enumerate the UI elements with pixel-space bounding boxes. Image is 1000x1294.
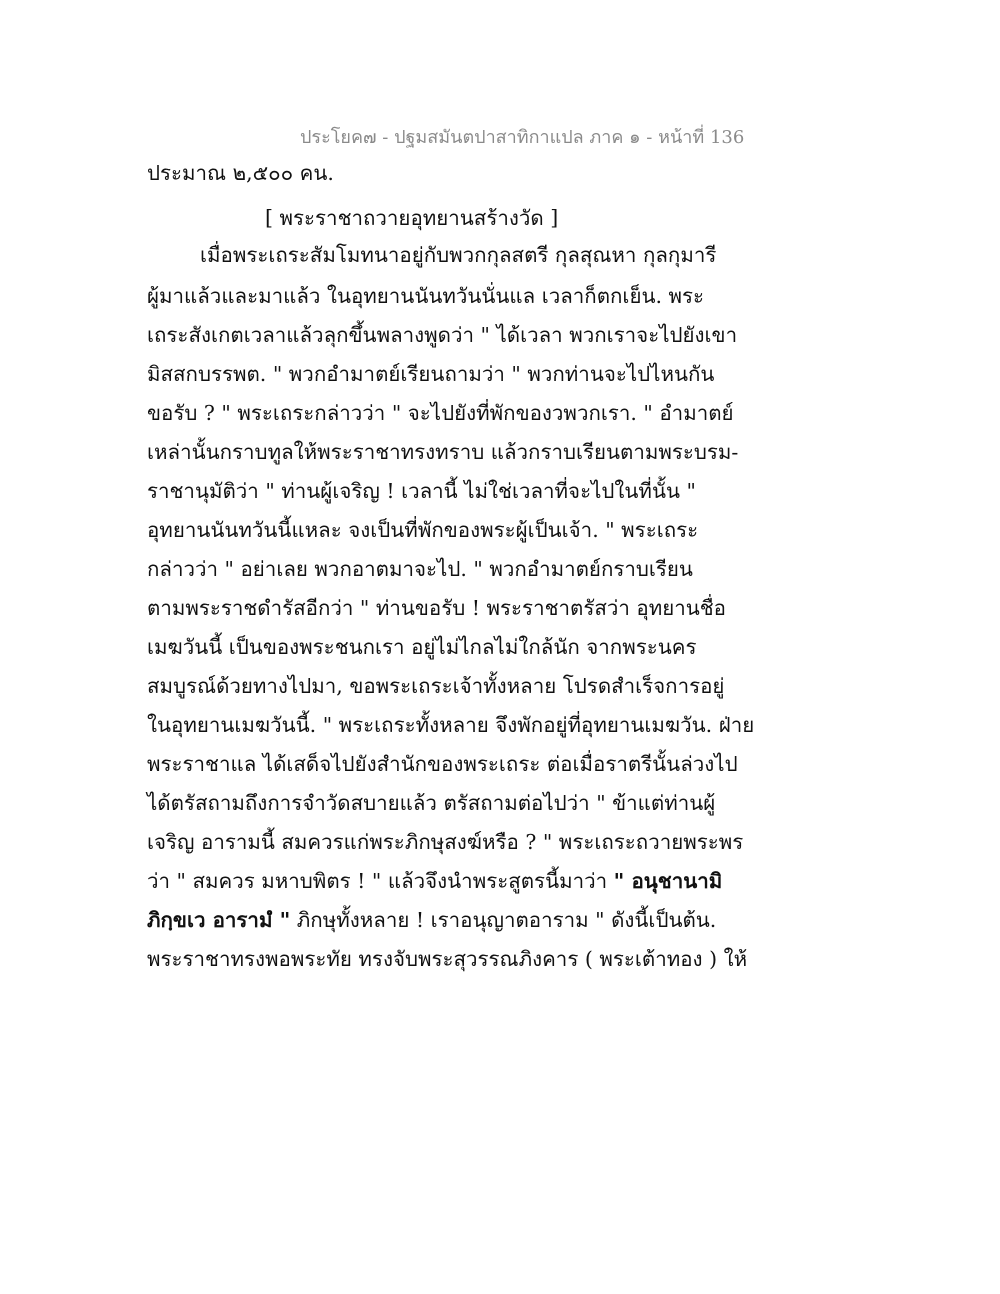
- body-line: เมฆวันนี้ เป็นของพระชนกเรา อยู่ไม่ไกลไม่ใกล้นัก จากพระนคร: [147, 635, 697, 659]
- body-line: เจริญ อารามนี้ สมควรแก่พระภิกษุสงฆ์หรือ ? " พระเถระถวายพระพร: [147, 830, 744, 854]
- body-line: ขอรับ ? " พระเถระกล่าวว่า " จะไปยังที่พักของวพวกเรา. " อำมาตย์: [147, 401, 734, 425]
- body-text: ว่า " สมควร มหาบพิตร ! " แล้วจึงนำพระสูตรนี้มาว่า: [147, 869, 614, 893]
- body-line: พระราชาทรงพอพระทัย ทรงจับพระสุวรรณภิงคาร ( พระเต้าทอง ) ให้: [147, 947, 748, 971]
- running-header: ประโยค๗ - ปฐมสมันตปาสาทิกาแปล ภาค ๑ - หน้าที่ 136: [300, 127, 745, 148]
- body-line: [147, 868, 722, 894]
- body-line: เมื่อพระเถระสัมโมทนาอยู่กับพวกกุลสตรี กุลสุณหา กุลกุมารี: [200, 243, 717, 267]
- body-line: เถระสังเกตเวลาแล้วลุกขึ้นพลางพูดว่า " ได้เวลา พวกเราจะไปยังเขา: [147, 323, 738, 347]
- body-line: ผู้มาแล้วและมาแล้ว ในอุทยานนันทวันนั่นแล เวลาก็ตกเย็น. พระ: [147, 284, 705, 308]
- body-line: อุทยานนันทวันนี้แหละ จงเป็นที่พักของพระผู้เป็นเจ้า. " พระเถระ: [147, 518, 699, 542]
- body-line: กล่าวว่า " อย่าเลย พวกอาตมาจะไป. " พวกอำมาตย์กราบเรียน: [147, 557, 693, 581]
- section-title: [ พระราชาถวายอุทยานสร้างวัด ]: [265, 206, 559, 230]
- body-line: ตามพระราชดำรัสอีกว่า " ท่านขอรับ ! พระราชาตรัสว่า อุทยานชื่อ: [147, 596, 726, 620]
- pali-quote-bold: ภิกฺขเว อารามํ ": [147, 908, 291, 932]
- body-line: เหล่านั้นกราบทูลให้พระราชาทรงทราบ แล้วกราบเรียนตามพระบรม-: [147, 440, 739, 464]
- body-line: [147, 907, 716, 933]
- body-line: มิสสกบรรพต. " พวกอำมาตย์เรียนถามว่า " พวกท่านจะไปไหนกัน: [147, 362, 715, 386]
- body-line: สมบูรณ์ด้วยทางไปมา, ขอพระเถระเจ้าทั้งหลาย โปรดสำเร็จการอยู่: [147, 674, 725, 698]
- body-text: ภิกษุทั้งหลาย ! เราอนุญาตอาราม " ดังนี้เป็นต้น.: [290, 908, 717, 932]
- intro-line: ประมาณ ๒,๕๐๐ คน.: [147, 161, 334, 185]
- body-line: ได้ตรัสถามถึงการจำวัดสบายแล้ว ตรัสถามต่อไปว่า " ข้าแต่ท่านผู้: [147, 791, 716, 815]
- pali-quote-bold: " อนุชานามิ: [613, 869, 723, 893]
- body-line: ราชานุมัติว่า " ท่านผู้เจริญ ! เวลานี้ ไม่ใช่เวลาที่จะไปในที่นั้น ": [147, 479, 696, 503]
- body-line: ในอุทยานเมฆวันนี้. " พระเถระทั้งหลาย จึงพักอยู่ที่อุทยานเมฆวัน. ฝ่าย: [147, 713, 755, 737]
- body-line: พระราชาแล ได้เสด็จไปยังสำนักของพระเถระ ต่อเมื่อราตรีนั้นล่วงไป: [147, 752, 738, 776]
